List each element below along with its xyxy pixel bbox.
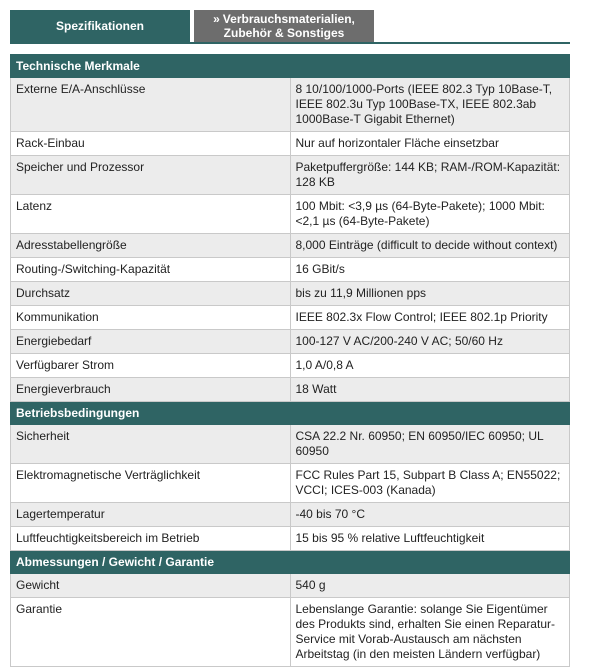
row-label: Adresstabellengröße [11, 234, 291, 258]
row-label: Externe E/A-Anschlüsse [11, 78, 291, 132]
table-row [11, 132, 570, 156]
row-label: Latenz [11, 195, 291, 234]
row-label: Garantie [11, 598, 291, 667]
row-value: CSA 22.2 Nr. 60950; EN 60950/IEC 60950; UL 60950 [290, 425, 570, 464]
row-value: 540 g [290, 574, 570, 598]
row-value: 18 Watt [290, 378, 570, 402]
table-row [11, 306, 570, 330]
spec-table [10, 54, 570, 667]
row-value: Lebenslange Garantie: solange Sie Eigentümer des Produkts sind, erhalten Sie einen Reparatur-Service mit Vorab-Austausch am nächsten Arbeitstag (in den meisten Ländern verfügbar) [290, 598, 570, 667]
row-label: Sicherheit [11, 425, 291, 464]
row-value: FCC Rules Part 15, Subpart B Class A; EN55022; VCCI; ICES-003 (Kanada) [290, 464, 570, 503]
row-label: Routing-/Switching-Kapazität [11, 258, 291, 282]
table-row [11, 195, 570, 234]
section-header [11, 402, 570, 425]
table-row [11, 503, 570, 527]
row-label: Energieverbrauch [11, 378, 291, 402]
section-header [11, 551, 570, 574]
table-row [11, 598, 570, 667]
section-header [11, 55, 570, 78]
row-value: -40 bis 70 °C [290, 503, 570, 527]
row-label: Durchsatz [11, 282, 291, 306]
table-row [11, 78, 570, 132]
row-label: Speicher und Prozessor [11, 156, 291, 195]
tab-verbrauchsmaterialien[interactable] [194, 10, 374, 42]
row-value: bis zu 11,9 Millionen pps [290, 282, 570, 306]
row-value: Paketpuffergröße: 144 KB; RAM-/ROM-Kapazität: 128 KB [290, 156, 570, 195]
row-label: Kommunikation [11, 306, 291, 330]
table-row [11, 378, 570, 402]
double-chevron-right-icon: » [213, 12, 220, 26]
tab-verbrauchsmaterialien-line1: » Verbrauchsmaterialien, [213, 12, 355, 26]
row-label: Elektromagnetische Verträglichkeit [11, 464, 291, 503]
table-row [11, 330, 570, 354]
row-value: 8,000 Einträge (difficult to decide without context) [290, 234, 570, 258]
tab-spezifikationen[interactable] [10, 10, 190, 42]
table-row [11, 156, 570, 195]
section-title: Betriebsbedingungen [11, 402, 570, 425]
row-value: 15 bis 95 % relative Luftfeuchtigkeit [290, 527, 570, 551]
section-title: Abmessungen / Gewicht / Garantie [11, 551, 570, 574]
table-row [11, 574, 570, 598]
table-row [11, 282, 570, 306]
table-row [11, 527, 570, 551]
row-value: 100-127 V AC/200-240 V AC; 50/60 Hz [290, 330, 570, 354]
row-value: IEEE 802.3x Flow Control; IEEE 802.1p Priority [290, 306, 570, 330]
table-row [11, 234, 570, 258]
table-row [11, 354, 570, 378]
row-value: 100 Mbit: <3,9 µs (64-Byte-Pakete); 1000 Mbit: <2,1 µs (64-Byte-Pakete) [290, 195, 570, 234]
row-label: Lagertemperatur [11, 503, 291, 527]
row-value: 1,0 A/0,8 A [290, 354, 570, 378]
row-value: Nur auf horizontaler Fläche einsetzbar [290, 132, 570, 156]
row-label: Verfügbarer Strom [11, 354, 291, 378]
row-value: 16 GBit/s [290, 258, 570, 282]
tab-verbrauchsmaterialien-line2: Zubehör & Sonstiges [223, 26, 345, 40]
row-label: Rack-Einbau [11, 132, 291, 156]
tab-bar [0, 0, 595, 44]
table-row [11, 425, 570, 464]
tab-underline [10, 42, 570, 44]
row-label: Luftfeuchtigkeitsbereich im Betrieb [11, 527, 291, 551]
table-row [11, 258, 570, 282]
tab-spezifikationen-label: Spezifikationen [55, 19, 144, 33]
section-title: Technische Merkmale [11, 55, 570, 78]
row-value: 8 10/100/1000-Ports (IEEE 802.3 Typ 10Base-T, IEEE 802.3u Typ 100Base-TX, IEEE 802.3ab 1000Base-T Gigabit Ethernet) [290, 78, 570, 132]
row-label: Gewicht [11, 574, 291, 598]
table-row [11, 464, 570, 503]
row-label: Energiebedarf [11, 330, 291, 354]
